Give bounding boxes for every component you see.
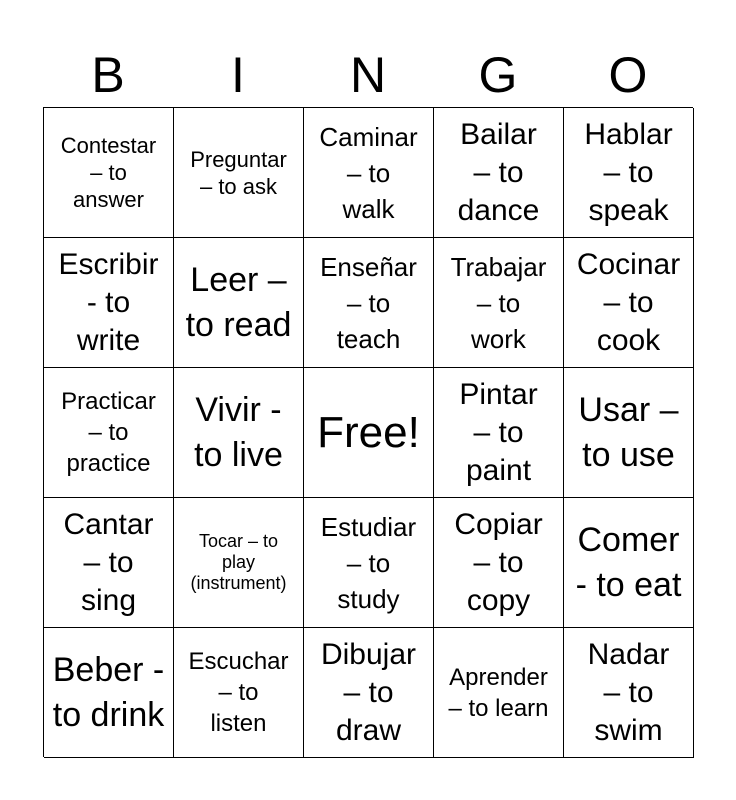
cell-text: Nadar – to swim <box>587 637 670 747</box>
bingo-cell[interactable] <box>44 368 174 498</box>
cell-text: Tocar – to play (instrument) <box>190 531 287 593</box>
bingo-cell[interactable] <box>434 628 564 758</box>
header-letter-o: O <box>608 47 648 103</box>
bingo-cell[interactable] <box>304 628 434 758</box>
bingo-cell[interactable] <box>44 108 174 238</box>
header-letter-i: I <box>231 47 245 103</box>
cell-text: Dibujar – to draw <box>320 637 417 747</box>
cell-text: Caminar – to walk <box>319 121 418 224</box>
bingo-cell[interactable] <box>304 498 434 628</box>
cell-text: Hablar – to speak <box>584 117 673 227</box>
cell-text: Usar – to use <box>578 390 679 474</box>
cell-text: Comer - to eat <box>575 520 682 604</box>
bingo-cell[interactable] <box>434 108 564 238</box>
cell-text: Practicar – to practice <box>61 388 156 477</box>
cell-text: Aprender – to learn <box>448 663 549 722</box>
bingo-cell[interactable] <box>174 238 304 368</box>
cell-text: Escuchar – to listen <box>188 648 289 737</box>
bingo-cell[interactable] <box>174 108 304 238</box>
cell-text: Estudiar – to study <box>320 511 417 614</box>
cell-text: Vivir - to live <box>194 390 283 474</box>
cell-text: Enseñar – to teach <box>320 251 417 354</box>
bingo-cell[interactable] <box>434 368 564 498</box>
cell-text: Leer – to read <box>185 260 292 344</box>
bingo-cell[interactable] <box>44 628 174 758</box>
bingo-cell[interactable] <box>564 108 694 238</box>
bingo-cell[interactable] <box>174 498 304 628</box>
cell-text: Pintar – to paint <box>459 377 538 487</box>
bingo-cell[interactable] <box>174 368 304 498</box>
cell-text: Beber - to drink <box>52 650 165 734</box>
cell-text: Copiar – to copy <box>454 507 543 617</box>
bingo-cell[interactable] <box>564 498 694 628</box>
cell-text: Preguntar – to ask <box>190 146 287 199</box>
cell-text: Bailar – to dance <box>457 117 540 227</box>
cell-text: Contestar – to answer <box>60 133 157 212</box>
free-space-text: Free! <box>317 407 420 457</box>
bingo-cell[interactable] <box>304 108 434 238</box>
header-letter-g: G <box>478 47 518 103</box>
bingo-cell[interactable] <box>434 498 564 628</box>
header-letter-n: N <box>349 47 387 103</box>
bingo-cell[interactable] <box>174 628 304 758</box>
cell-text: Cantar – to sing <box>63 507 154 617</box>
bingo-board <box>43 107 693 757</box>
cell-text: Trabajar – to work <box>450 251 547 354</box>
bingo-cell[interactable] <box>44 238 174 368</box>
bingo-cell[interactable] <box>564 238 694 368</box>
bingo-cell[interactable] <box>564 628 694 758</box>
cell-text: Cocinar – to cook <box>576 247 681 357</box>
bingo-cell[interactable] <box>564 368 694 498</box>
bingo-cell[interactable] <box>304 238 434 368</box>
cell-text: Escribir - to write <box>58 247 159 357</box>
bingo-cell[interactable] <box>44 498 174 628</box>
free-space[interactable] <box>304 368 434 498</box>
bingo-header <box>43 44 693 106</box>
bingo-cell[interactable] <box>434 238 564 368</box>
header-letter-b: B <box>91 47 125 103</box>
